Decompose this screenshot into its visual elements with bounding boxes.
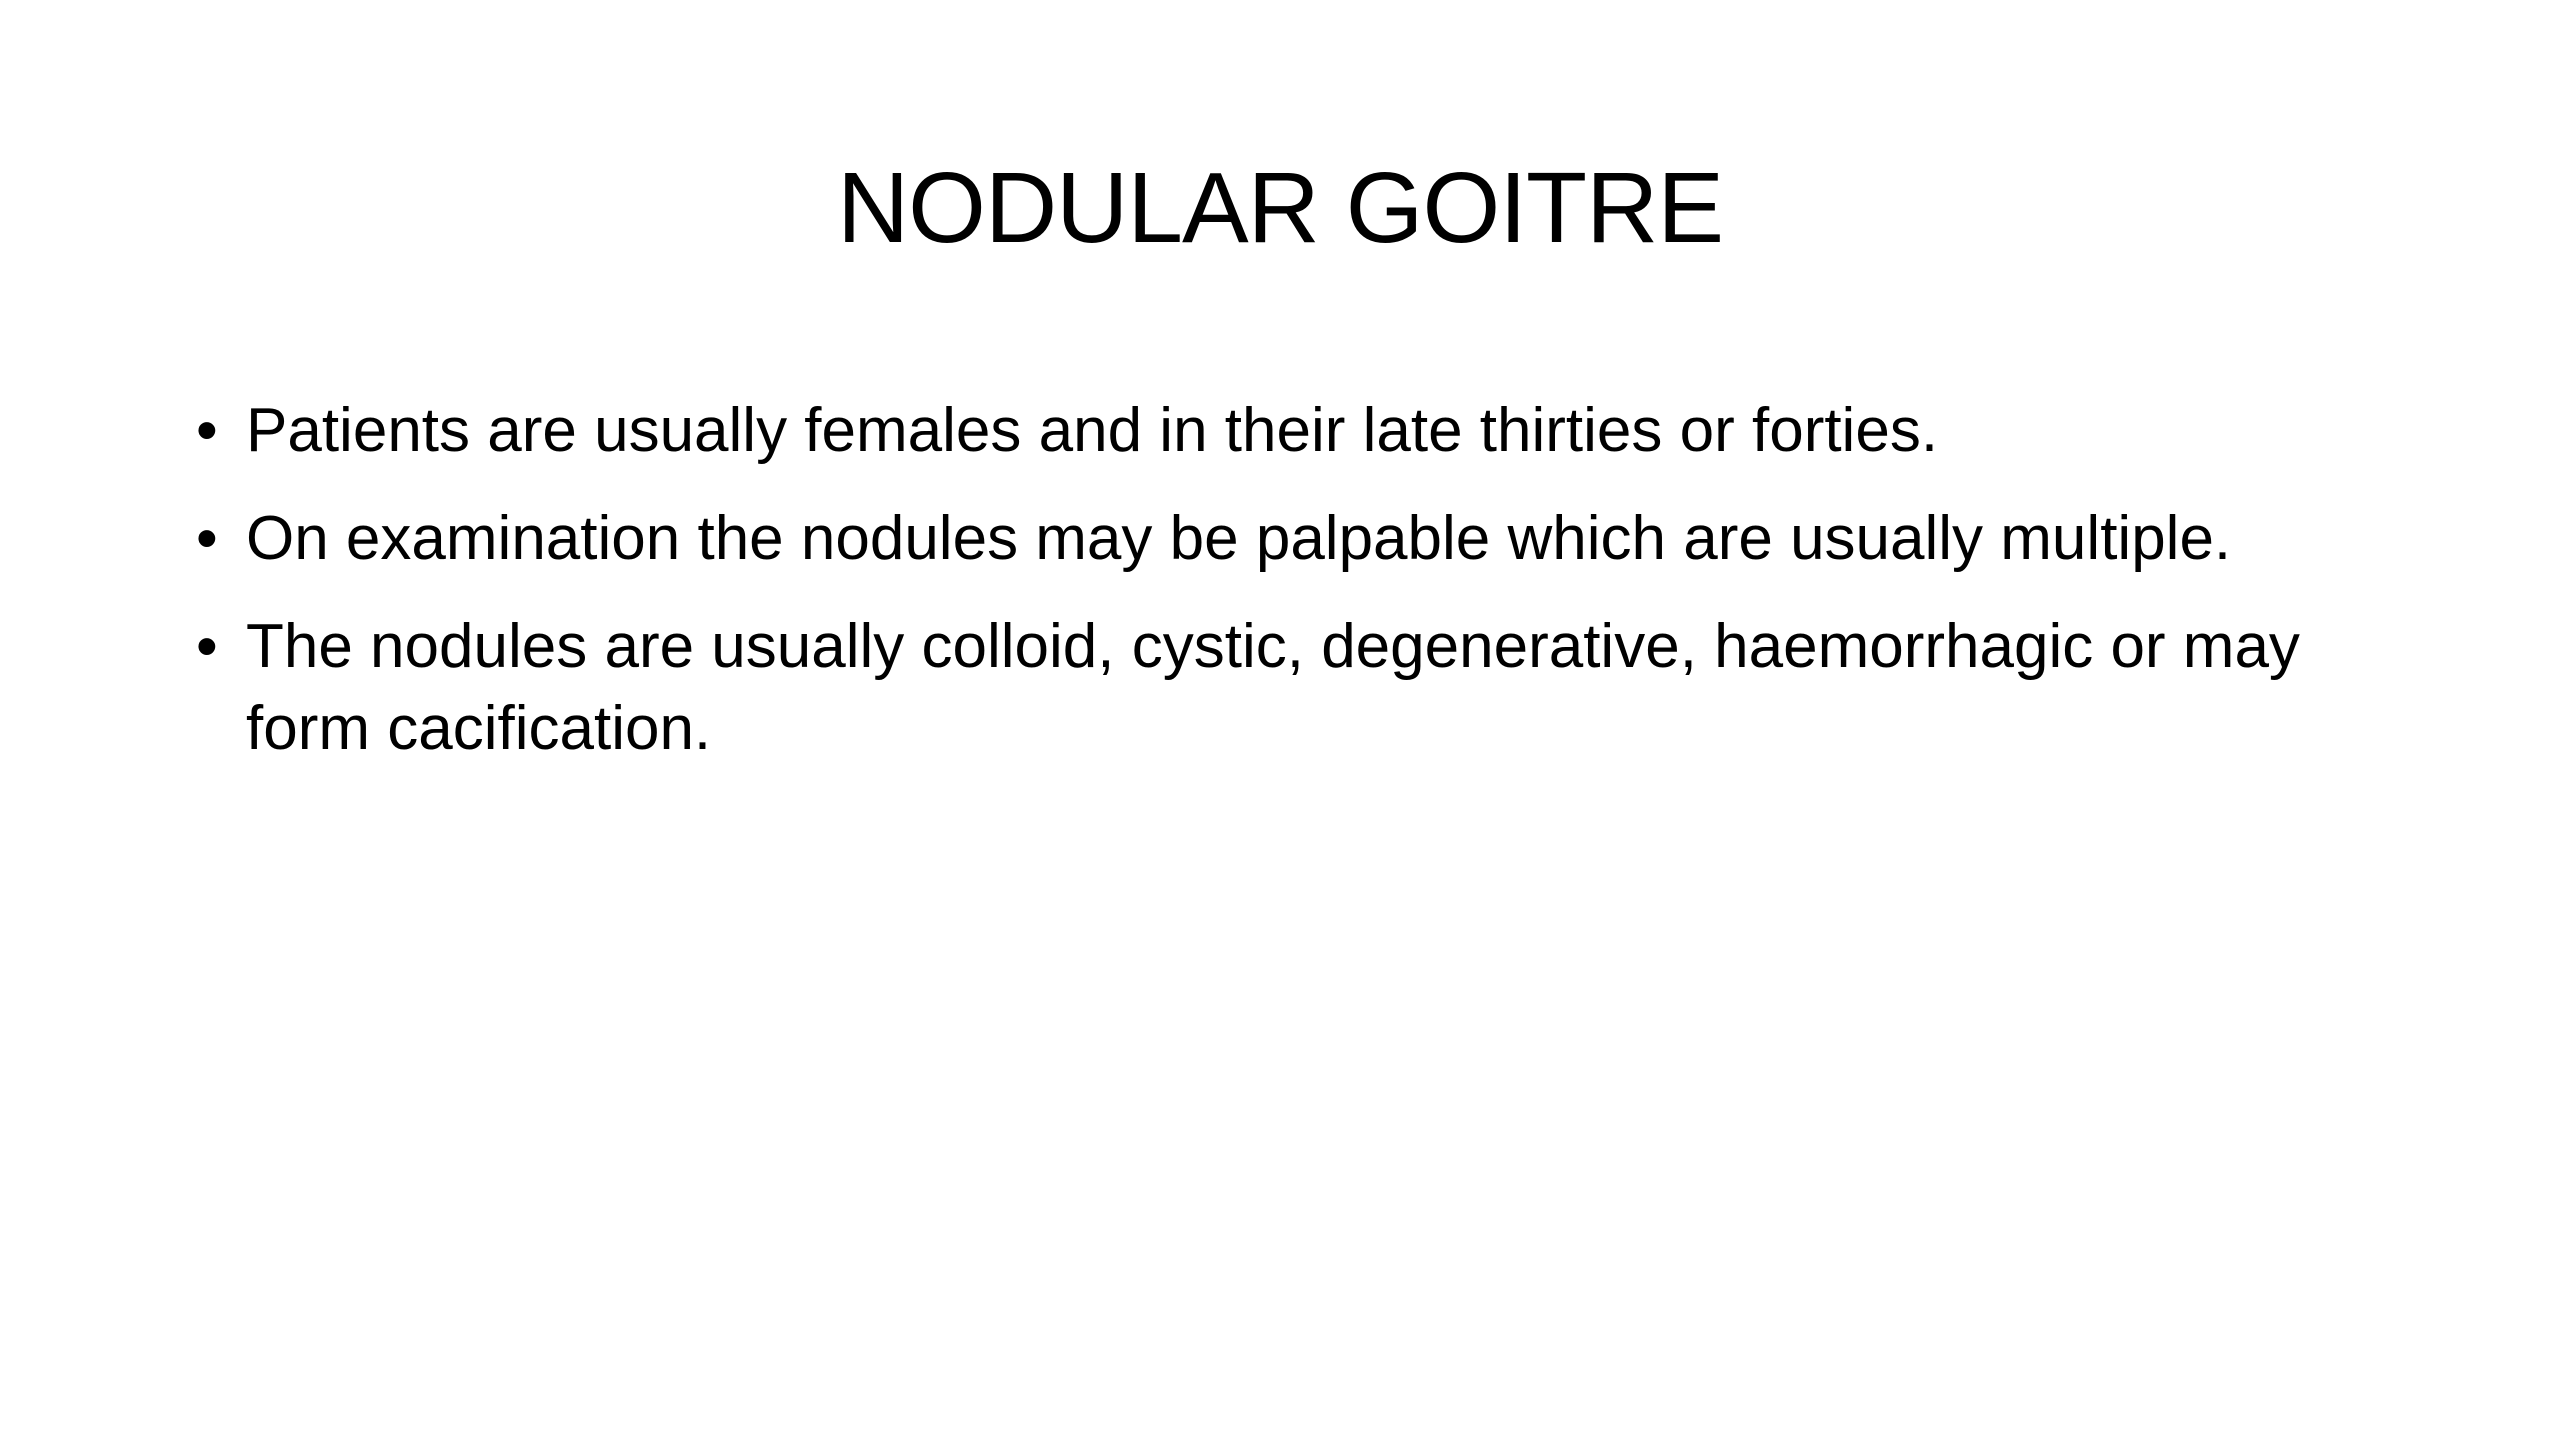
bullet-text-3: The nodules are usually colloid, cystic, degenerative, haemorrhagic or may form cacification. [246,612,2300,763]
bullet-text-1: Patients are usually females and in their late thirties or forties. [246,396,1939,465]
bullet-list [196,390,2426,796]
bullet-icon: • [196,396,218,465]
bullet-item-3 [196,606,2426,770]
bullet-item-2 [196,498,2426,580]
bullet-item-1 [196,390,2426,472]
slide-title: NODULAR GOITRE [836,152,1724,264]
bullet-icon: • [196,504,218,573]
bullet-text-2: On examination the nodules may be palpable which are usually multiple. [246,504,2232,573]
bullet-icon: • [196,612,218,681]
